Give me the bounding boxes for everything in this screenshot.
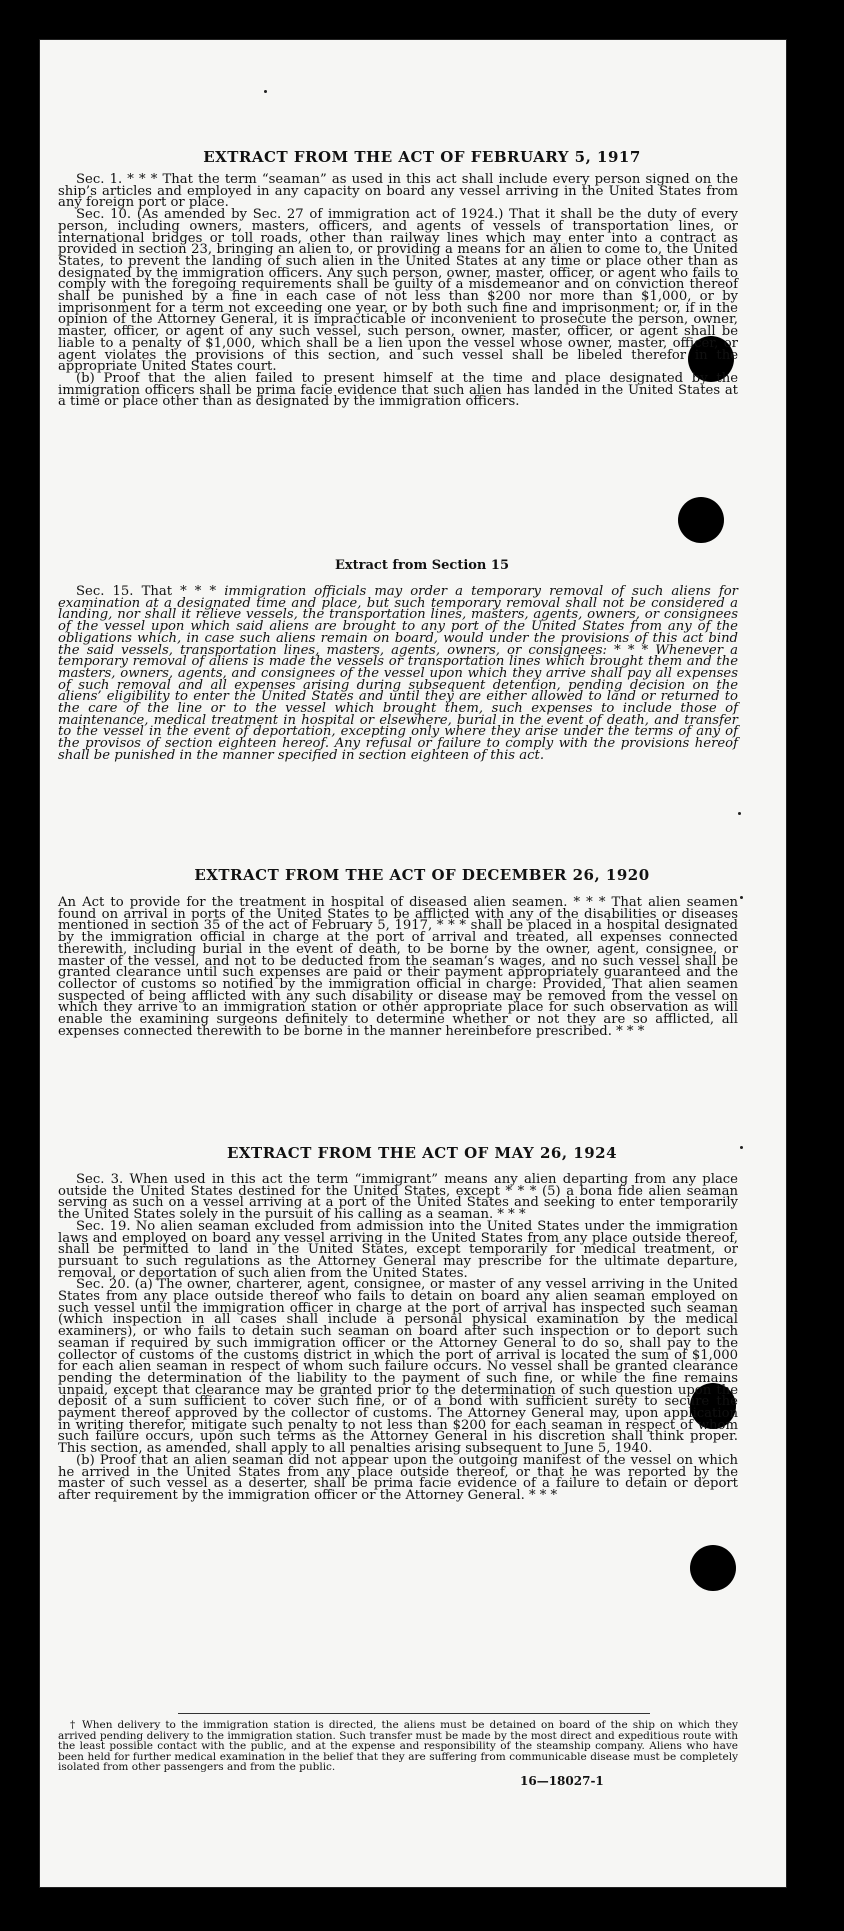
speck — [738, 812, 741, 815]
section-title-1917: EXTRACT FROM THE ACT OF FEBRUARY 5, 1917 — [203, 148, 641, 166]
paragraph-sec-10: Sec. 10. (As amended by Sec. 27 of immigration act of 1924.) That it shall be the duty of every person, including owners, masters, officers, and agents of vessels of transportation lines, or international bridges or toll roads, other than railway lines which may enter into a contract as provided in section 23, bringing an alien to, or providing a means for an alien to come to, the United States, to prevent the landing of such alien in the United States at any time or place other than as designated by the immigration officers. Any such person, owner, master, officer, or agent who fails to comply with the foregoing requirements shall be guilty of a misdemeanor and on conviction thereof shall be punished by a fine in each case of not less than $200 nor more than $1,000, or by imprisonment for a term not exceeding one year, or by both such fine and imprisonment; or, if in the opinion of the Attorney General, it is impracticable or inconvenient to prosecute the person, owner, master, officer, or agent of any such vessel, such person, owner, master, officer, or agent shall be liable to a penalty of $1,000, which shall be a lien upon the vessel whose owner, master, officer, or agent violates the provisions of this section, and such vessel shall be libeled therefor in the appropriate United States court. — [58, 207, 738, 375]
paragraph-act-1920: An Act to provide for the treatment in hospital of diseased alien seamen. * * * That alien seamen found on arrival in ports of the United States to be afflicted with any of the disabilities or diseases mentioned in section 35 of the act of February 5, 1917, * * * shall be placed in a hospital designated by the immigration official in charge at the port of arrival and treated, all expenses connected therewith, including burial in the event of death, to be borne by the owner, agent, consignee, or master of the vessel, and not to be deducted from the seaman’s wages, and no such vessel shall be granted clearance until such expenses are paid or their payment appropriately guaranteed and the collector of customs so notified by the immigration official in charge: Provided, That alien seamen suspected of being afflicted with any such disability or disease may be removed from the vessel on which they arrive to an immigration station or other appropriate place for such observation as will enable the examining surgeons definitely to determine whether or not they are so afflicted, all expenses connected therewith to be borne in the manner hereinbefore prescribed. * * * — [58, 895, 738, 1039]
sec-15-text: immigration officials may order a temporary removal of such aliens for examination at a designated time and place, but such temporary removal shall not be considered a landing, nor shall it relieve vessels, the transportation lines, masters, agents, owners, or consignees of the vessel upon which said aliens are brought to any port of the United States from any of the obligations which, in case such aliens remain on board, would under the provisions of this act bind the said vessels, transportation lines, masters, agents, owners, or consignees: * * * Whenever a temporary removal of aliens is made the vessels or transportation lines which brought them and the masters, owners, agents, and consignees of the vessel upon which they arrive shall pay all expenses of such removal and all expenses arising during subsequent detention, pending decision on the aliens’ eligibility to enter the United States and until they are either allowed to land or returned to the care of the line or to the vessel which brought them, such expenses to include those of maintenance, medical treatment in hospital or elsewhere, burial in the event of death, and transfer to the vessel in the event of deportation, excepting only where they arise under the terms of any of the provisos of section eighteen hereof. Any refusal or failure to comply with the provisions hereof shall be punished in the manner specified in section eighteen of this act. — [58, 584, 738, 763]
section-title-1924: EXTRACT FROM THE ACT OF MAY 26, 1924 — [226, 1144, 618, 1162]
footnote-divider — [178, 1713, 650, 1714]
paragraph-sec-10-b: (b) Proof that the alien failed to present himself at the time and place designated by the immigration officers shall be prima facie evidence that such alien has landed in the United States at a time or place other than as designated by the immigration officers. — [58, 370, 738, 410]
paragraph-sec-15 — [58, 586, 738, 762]
paragraph-sec-20-b: (b) Proof that an alien seaman did not appear upon the outgoing manifest of the vessel on which he arrived in the United States from any place outside thereof, or that he was reported by the master of such vessel as a deserter, shall be prima facie evidence of a failure to detain or deport after requirement by the immigration officer or the Attorney General. * * * — [58, 1452, 738, 1503]
section-15-body — [58, 586, 738, 762]
punch-hole — [690, 1545, 736, 1591]
section-title-1920: EXTRACT FROM THE ACT OF DECEMBER 26, 1920 — [194, 866, 650, 884]
footnote: † When delivery to the immigration station is directed, the aliens must be detained on board of the ship on which they arrived pending delivery to the immigration station. Such transfer must be made by the most direct and expeditious route with the least possible contact with the public, and at the expense and responsibility of the steamship company. Aliens who have been held for further medical examination in the belief that they are suffering from communicable disease must be completely isolated from other passengers and from the public. — [58, 1719, 738, 1774]
section-1920-body — [58, 897, 738, 1037]
speck — [740, 896, 743, 899]
punch-hole — [678, 497, 724, 543]
paragraph-sec-20: Sec. 20. (a) The owner, charterer, agent, consignee, or master of any vessel arriving in the United States from any place outside thereof who fails to detain on board any alien seaman employed on such vessel until the immigration officer in charge at the port of arrival has inspected such seaman (which inspection in all cases shall include a personal physical examination by the medical examiners), or who fails to detain such seaman on board after such inspection or to deport such seaman if required by such immigration officer or the Attorney General to do so, shall pay to the collector of customs of the customs district in which the port of arrival is located the sum of $1,000 for each alien seaman in respect of whom such failure occurs. No vessel shall be granted clearance pending the determination of the liability to the payment of such fine, or while the fine remains unpaid, except that clearance may be granted prior to the determination of such question upon the deposit of a sum sufficient to cover such fine, or of a bond with sufficient surety to secure the payment thereof approved by the collector of customs. The Attorney General may, upon application in writing therefor, mitigate such penalty to not less than $200 for each seaman in respect of whom such failure occurs, upon such terms as the Attorney General in his discretion shall think proper. This section, as amended, shall apply to all penalties arising subsequent to June 5, 1940. — [58, 1277, 738, 1457]
paragraph-sec-19: Sec. 19. No alien seaman excluded from admission into the United States under the immigration laws and employed on board any vessel arriving in the United States from any place outside thereof, shall be permitted to land in the United States, except temporarily for medical treatment, or pursuant to such regulations as the Attorney General may prescribe for the ultimate departure, removal, or deportation of such alien from the United States. — [58, 1218, 738, 1281]
paragraph-sec-3: Sec. 3. When used in this act the term “immigrant” means any alien departing from any place outside the United States destined for the United States, except * * * (5) a bona fide alien seaman serving as such on a vessel arriving at a port of the United States and seeking to enter temporarily the United States solely in the pursuit of his calling as a seaman. * * * — [58, 1172, 738, 1223]
section-1917-body — [58, 174, 738, 408]
section-15-title: Extract from Section 15 — [334, 558, 510, 573]
sec-15-lead: Sec. 15. That * * * — [76, 584, 217, 599]
section-1924-body — [58, 1174, 738, 1502]
form-code: 16—18027-1 — [520, 1774, 604, 1788]
paragraph-sec-1: Sec. 1. * * * That the term “seaman” as used in this act shall include every person signed on the ship’s articles and employed in any capacity on board any vessel arriving in the United States from any foreign port or place. — [58, 172, 738, 211]
speck — [264, 90, 267, 93]
footnote-block — [58, 1720, 738, 1773]
